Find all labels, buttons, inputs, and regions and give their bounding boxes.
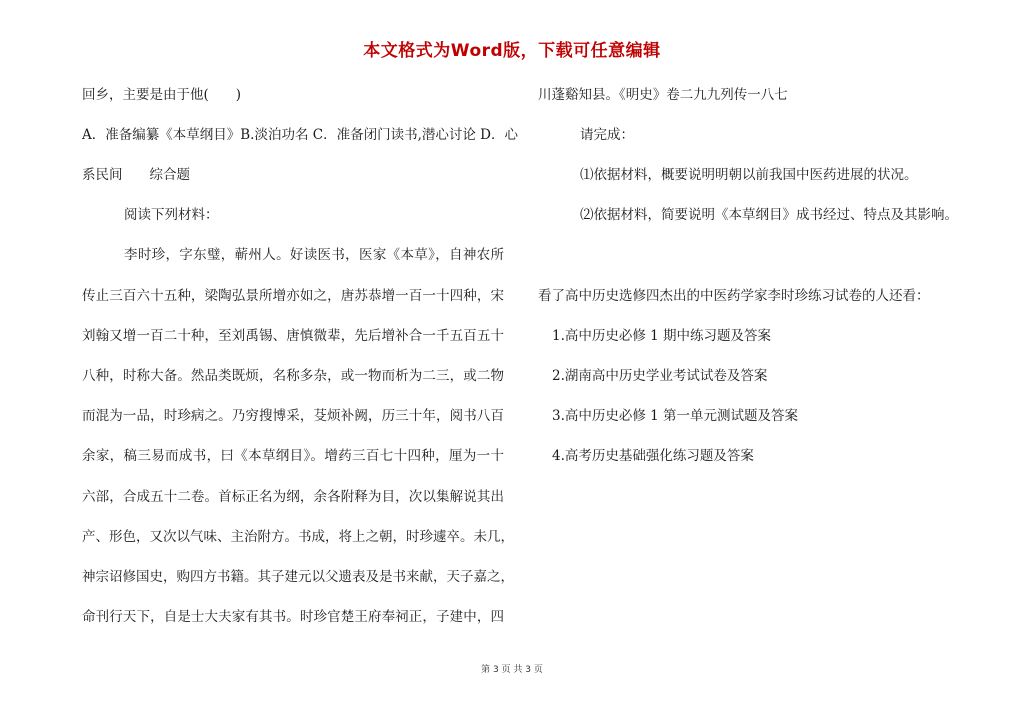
passage-line: 余家，稿三易而成书，曰《本草纲目》。增药三百七十四种，厘为一十 xyxy=(82,448,504,464)
options-line-2: 系民间 综合题 xyxy=(82,167,190,183)
reading-instruction: 阅读下列材料： xyxy=(124,207,219,223)
related-link-3[interactable]: 3.高中历史必修 1 第一单元测试题及答案 xyxy=(552,408,799,424)
passage-line: 刘翰又增一百二十种，至刘禹锡、唐慎微辈，先后增补合一千五百五十 xyxy=(82,328,504,344)
passage-line: 命刊行天下，自是士大夫家有其书。时珍官楚王府奉祠正，子建中，四 xyxy=(82,609,504,625)
passage-line: 八种，时称大备。然品类既烦，名称多杂，或一物而析为二三，或二物 xyxy=(82,368,504,384)
related-heading: 看了高中历史选修四杰出的中医药学家李时珍练习试卷的人还看： xyxy=(538,288,930,304)
passage-line: 传止三百六十五种，梁陶弘景所增亦如之，唐苏恭增一百一十四种，宋 xyxy=(82,288,504,304)
question-2: ⑵依据材料，简要说明《本草纲目》成书经过、特点及其影响。 xyxy=(580,207,958,223)
passage-line: 李时珍，字东璧，蕲州人。好读医书，医家《本草》，自神农所 xyxy=(124,247,504,263)
related-link-2[interactable]: 2.湖南高中历史学业考试试卷及答案 xyxy=(552,368,768,384)
passage-line: 产、形色，又次以气味、主治附方。书成，将上之朝，时珍遽卒。未几， xyxy=(82,529,514,545)
options-line-1: A．准备编纂《本草纲目》B.淡泊功名 C．准备闭门读书,潜心讨论 D．心 xyxy=(82,127,518,143)
related-link-4[interactable]: 4.高考历史基础强化练习题及答案 xyxy=(552,448,754,464)
related-link-1[interactable]: 1.高中历史必修 1 期中练习题及答案 xyxy=(552,328,772,344)
passage-line: 而混为一品，时珍病之。乃穷搜博采，芟烦补阙，历三十年，阅书八百 xyxy=(82,408,504,424)
page-footer: 第 3 页 共 3 页 xyxy=(481,665,543,675)
question-1: ⑴依据材料，概要说明明朝以前我国中医药进展的状况。 xyxy=(580,167,918,183)
passage-line: 六部，合成五十二卷。首标正名为纲，余各附释为目，次以集解说其出 xyxy=(82,489,504,505)
task-prompt: 请完成： xyxy=(580,127,634,143)
document-banner: 本文格式为Word版，下载可任意编辑 xyxy=(363,41,661,61)
question-end-line: 回乡，主要是由于他( ) xyxy=(82,87,242,103)
passage-end-line: 川蓬谿知县。《明史》卷二九九列传一八七 xyxy=(538,87,788,103)
passage-line: 神宗诏修国史，购四方书籍。其子建元以父遗表及是书来献，天子嘉之， xyxy=(82,569,514,585)
